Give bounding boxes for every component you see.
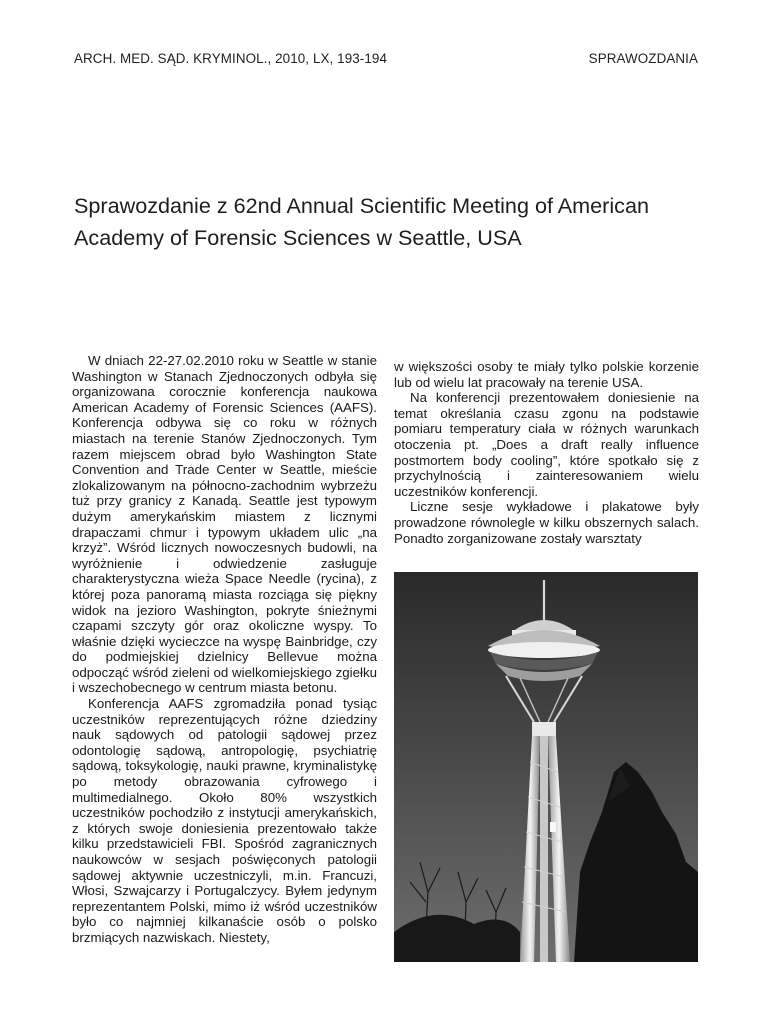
article-title: Sprawozdanie z 62nd Annual Scientific Meeting of American Academy of Forensic Sciences w Seattle, USA bbox=[74, 193, 649, 250]
journal-reference: ARCH. MED. SĄD. KRYMINOL., 2010, LX, 193-194 bbox=[74, 51, 388, 66]
section-label: SPRAWOZDANIA bbox=[588, 51, 698, 66]
paragraph-1: W dniach 22-27.02.2010 roku w Seattle w stanie Washington w Stanach Zjednoczonych odbyła się organizowana corocznie konferencja naukowa American Academy of Forensic Sciences (AAFS). Konferencja odbywa się co roku w różnych miastach na terenie Stanów Zjednoczonych. Tym razem miejscem obrad było Washington State Convention and Trade Center w Seattle, mieście zlokalizowanym na północno-zachodnim wybrzeżu tuż przy granicy z Kanadą. Seattle jest typowym dużym amerykańskim miastem z licznymi drapaczami chmur i typowym układem ulic „na krzyż”. Wśród licznych nowoczesnych budowli, na wyróżnienie i odwiedzenie zasługuje charakterystyczna wieża Space Needle (rycina), z której poza panoramą miasta rozciąga się piękny widok na jezioro Washington, pokryte śnieżnymi czapami szczyty gór oraz okoliczne wyspy. To właśnie dzięki wycieczce na wyspę Bainbridge, czy do podmiejskiej dzielnicy Bellevue można odpocząć wśród zieleni od wielkomiejskiego zgiełku i wszechobecnego w centrum miasta betonu. bbox=[72, 353, 377, 696]
space-needle-photo bbox=[394, 572, 698, 962]
space-needle-photo-icon bbox=[394, 572, 698, 962]
left-column bbox=[72, 353, 377, 946]
paragraph-2: Konferencja AAFS zgromadziła ponad tysiąc uczestników reprezentujących różne dziedziny nauk sądowych od patologii sądowej przez odontologię sądową, antropologię, psychiatrię sądową, toksykologię, nauki prawne, kryminalistykę po metody obrazowania cyfrowego i multimedialnego. Około 80% wszystkich uczestników pochodziło z instytucji amerykańskich, z których swoje doniesienia prezentowało także kilku przedstawicieli FBI. Spośród zagranicznych naukowców w sesjach poświęconych patologii sądowej aktywnie uczestniczyli, m.in. Francuzi, Włosi, Szwajcarzy i Portugalczycy. Byłem jedynym reprezentantem Polski, mimo iż wśród uczestników było co najmniej kilkanaście osób o polsko brzmiących nazwiskach. Niestety, bbox=[72, 696, 377, 945]
running-head bbox=[74, 51, 698, 71]
paragraph-5: Liczne sesje wykładowe i plakatowe były prowadzone równolegle w kilku obszernych salach. Ponadto zorganizowane zostały warsztaty bbox=[394, 499, 699, 546]
paragraph-4: Na konferencji prezentowałem doniesienie na temat określania czasu zgonu na podstawie pomiaru temperatury ciała w różnych warunkach otoczenia pt. „Does a draft really influence postmortem body cooling”, które spotkało się z przychylnością i zainteresowaniem wielu uczestników konferencji. bbox=[394, 390, 699, 499]
right-column bbox=[394, 359, 699, 546]
paragraph-3: w większości osoby te miały tylko polskie korzenie lub od wielu lat pracowały na terenie USA. bbox=[394, 359, 699, 390]
